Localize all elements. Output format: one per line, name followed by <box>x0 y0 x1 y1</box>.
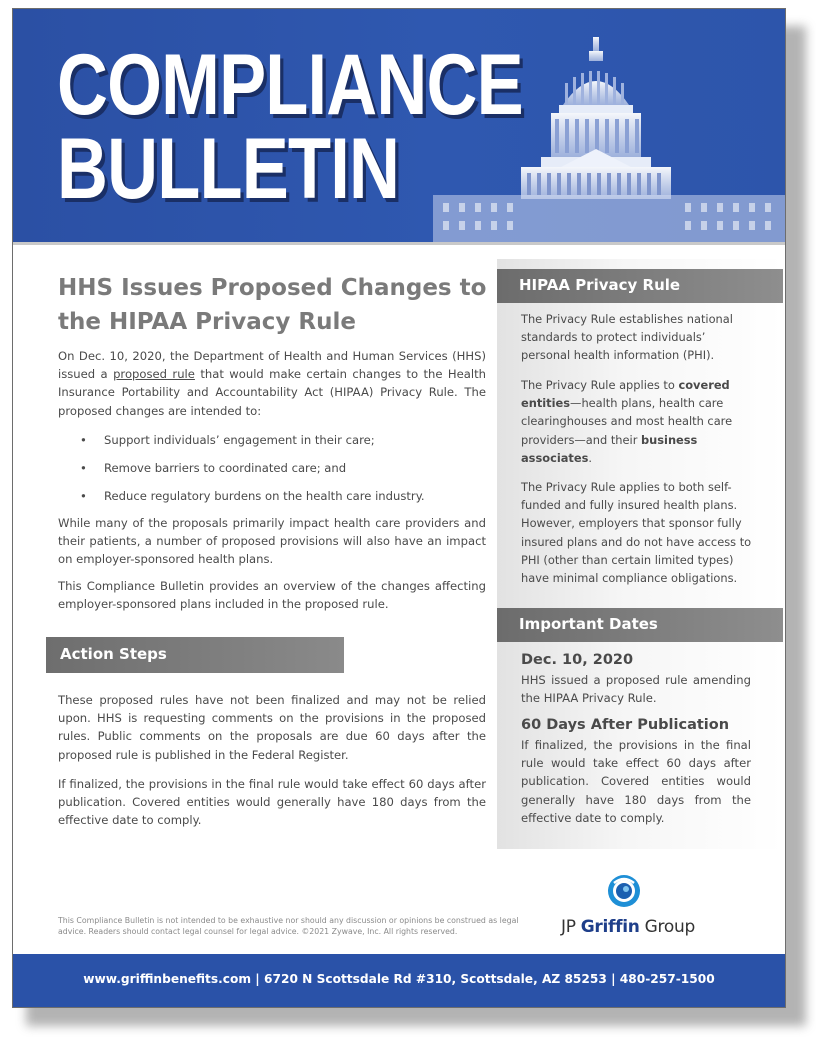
capitol-building-icon <box>413 27 785 242</box>
list-item-text: Reduce regulatory burdens on the health care industry. <box>104 489 425 503</box>
list-item <box>58 431 486 459</box>
date-1-text: HHS issued a proposed rule amending the HIPAA Privacy Rule. <box>521 673 751 706</box>
date-1-title: Dec. 10, 2020 <box>521 652 634 668</box>
list-item <box>58 487 486 515</box>
contact-footer-bar <box>13 954 785 1007</box>
privacy-rule-heading-bar <box>497 269 783 303</box>
contact-line[interactable]: www.griffinbenefits.com | 6720 N Scottsdale Rd #310, Scottsdale, AZ 85253 | 480-257-1500 <box>83 972 715 986</box>
action-steps-paragraph-1: These proposed rules have not been finalized and may not be relied upon. HHS is requesting comments on the provisions in the proposed rules. Public comments on the proposals are due 60 days after the proposed rule is published in the Federal Register. <box>58 693 486 762</box>
date-2-title: 60 Days After Publication <box>521 717 730 733</box>
overview-paragraph: This Compliance Bulletin provides an overview of the changes affecting employer-sponsored plans included in the proposed rule. <box>58 579 486 612</box>
banner-title-line1: COMPLIANCE <box>57 37 523 133</box>
goals-list <box>58 431 486 515</box>
action-steps-heading: Action Steps <box>60 645 167 663</box>
bulletin-page <box>12 8 786 1008</box>
privacy-text-a: The Privacy Rule applies to <box>521 378 679 392</box>
bullet-icon: • <box>80 461 87 475</box>
article-title: HHS Issues Proposed Changes to the HIPAA Privacy Rule <box>58 275 487 335</box>
intro-text-end: that would make certain changes to the Health Insurance Portability and Accountability Act (HIPAA) Privacy Rule. The proposed changes are intended to: <box>58 367 486 418</box>
banner-divider <box>13 242 785 245</box>
bullet-icon: • <box>80 433 87 447</box>
action-steps-heading-bar <box>46 637 344 673</box>
covered-entities-term: covered entities <box>521 378 730 411</box>
privacy-paragraph-3: The Privacy Rule applies to both self-funded and fully insured health plans. However, employers that sponsor fully insured plans and do not have access to PHI (other than certain limited types) have minimal compliance obligations. <box>521 480 752 586</box>
privacy-text-e: . <box>588 450 592 465</box>
important-dates-heading-bar <box>497 608 783 642</box>
important-dates-heading: Important Dates <box>519 615 658 633</box>
privacy-rule-heading: HIPAA Privacy Rule <box>519 276 681 294</box>
proposed-rule-link[interactable]: proposed rule <box>113 367 195 382</box>
privacy-text-c: —health plans, health care clearinghouses and most health care providers—and their <box>521 396 733 447</box>
list-item-text: Support individuals’ engagement in their care; <box>104 433 375 447</box>
privacy-paragraph-2 <box>521 376 757 467</box>
logo-griffin: Griffin <box>580 917 640 937</box>
intro-paragraph <box>58 347 486 420</box>
header-banner <box>13 9 785 242</box>
action-steps-paragraph-2: If finalized, the provisions in the final rule would take effect 60 days after publication. Covered entities would generally have 180 days from the effective date to comply. <box>58 777 486 828</box>
list-item <box>58 459 486 487</box>
list-item-text: Remove barriers to coordinated care; and <box>104 461 347 475</box>
logo-jp: JP <box>561 917 581 937</box>
logo-group: Group <box>639 917 695 937</box>
legal-disclaimer: This Compliance Bulletin is not intended to be exhaustive nor should any discussion or opinions be construed as legal advice. Readers should contact legal counsel for legal advice. ©2021 Zywave, Inc. All rights reserved. <box>58 916 519 936</box>
date-2-text: If finalized, the provisions in the final rule would take effect 60 days after publication. Covered entities would generally have 180 days from the effective date to comply. <box>521 738 751 825</box>
company-logo-text <box>561 917 695 937</box>
privacy-paragraph-1: The Privacy Rule establishes national standards to protect individuals’ personal health information (PHI). <box>521 312 733 363</box>
bullet-icon: • <box>80 489 87 503</box>
business-associates-term: business associates <box>521 432 698 465</box>
impact-paragraph: While many of the proposals primarily impact health care providers and their patients, a number of proposed provisions will also have an impact on employer-sponsored health plans. <box>58 516 486 567</box>
intro-text-start: On Dec. 10, 2020, the Department of Health and Human Services (HHS) issued a <box>58 349 486 382</box>
blue-swirl-logo-icon <box>606 873 642 909</box>
banner-title-line2: BULLETIN <box>57 121 400 217</box>
